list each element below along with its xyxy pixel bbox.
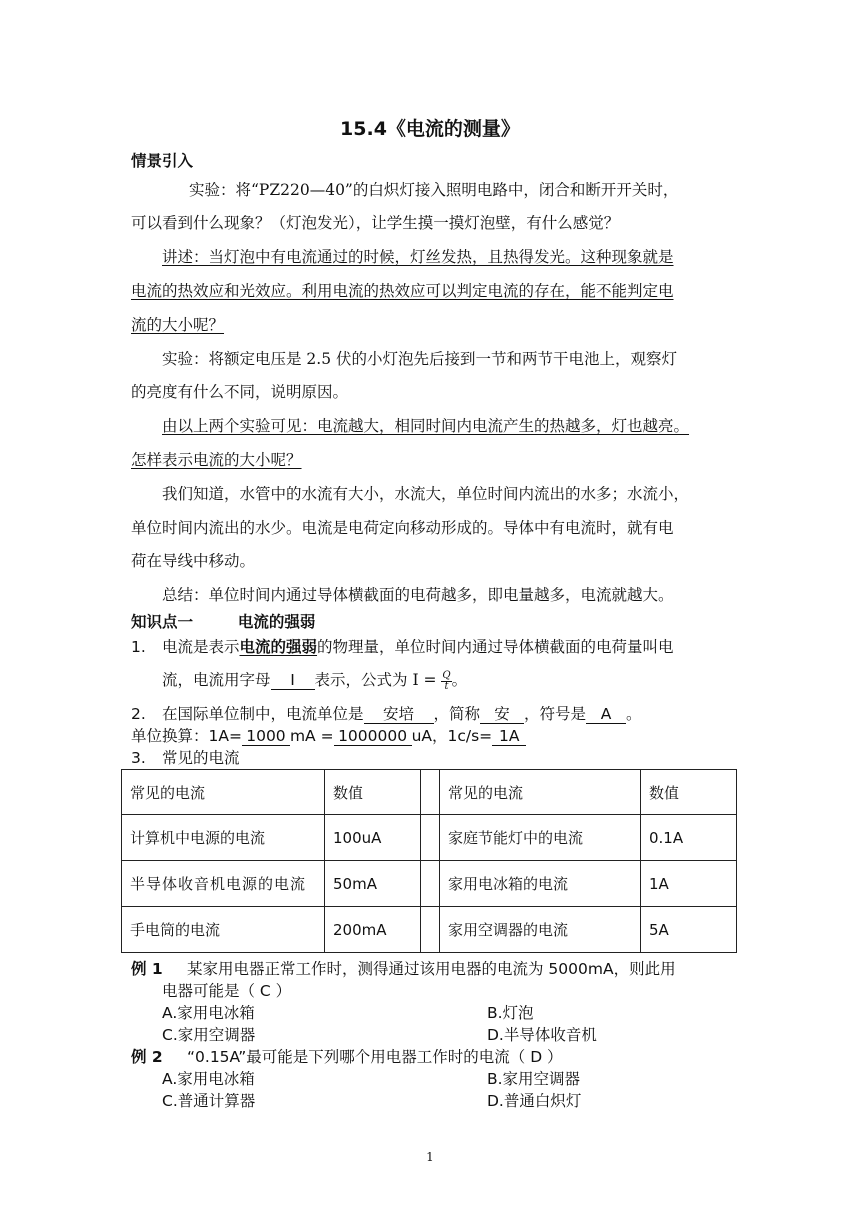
item-1-text-pre: 电流是表示 [162, 638, 240, 656]
table-cell: 100uA [325, 815, 421, 861]
lecture-line-1: 讲述：当灯泡中有电流通过的时候，灯丝发热，且热得发光。这种现象就是 [162, 248, 674, 266]
summary-line: 总结：单位时间内通过导体横截面的电荷越多，即电量越多，电流就越大。 [162, 586, 674, 604]
item-2-end-punct: 。 [626, 705, 642, 723]
item-2-text-mid-2: ，符号是 [524, 705, 587, 723]
table-cell: 半导体收音机电源的电流 [122, 861, 325, 907]
table-row [122, 861, 737, 907]
conversion-text-mid-2: uA，1c/s= [411, 727, 493, 745]
example-2-option-c: C.普通计算器 [162, 1092, 256, 1110]
table-header-cell: 常见的电流 [122, 770, 325, 815]
lecture-line-3: 流的大小呢？ [131, 316, 225, 334]
table-header-row [122, 770, 737, 815]
example-1-question-line-2: 电器可能是（ C ） [162, 982, 292, 1000]
example-1-option-b: B.灯泡 [487, 1004, 534, 1022]
water-analogy-line-2: 单位时间内流出的水少。电流是电荷定向移动形成的。导体中有电流时，就有电 [131, 519, 674, 537]
formula-fraction [441, 671, 451, 692]
water-analogy-line-3: 荷在导线中移动。 [131, 552, 256, 570]
item-3-text: 常见的电流 [162, 749, 240, 767]
table-cell: 1A [641, 861, 737, 907]
example-2-option-d: D.普通白炽灯 [487, 1092, 582, 1110]
table-spacer-cell [421, 907, 440, 953]
example-1-option-a: A.家用电冰箱 [162, 1004, 255, 1022]
example-1-label: 例 1 [131, 960, 163, 978]
page-title: 15.4《电流的测量》 [340, 118, 520, 140]
conversion-text-pre: 单位换算：1A= [131, 727, 242, 745]
conversion-answer-ua: 1000000 [334, 728, 412, 746]
table-spacer-cell [421, 861, 440, 907]
intro-experiment-1-line-1: 实验：将“PZ220—40”的白炽灯接入照明电路中，闭合和断开开关时， [189, 181, 679, 199]
item-2-text-pre: 在国际单位制中，电流单位是 [162, 705, 364, 723]
table-cell: 家用空调器的电流 [440, 907, 641, 953]
item-1-formula-text: 表示，公式为 I = [314, 671, 437, 689]
table-cell: 50mA [325, 861, 421, 907]
item-1-line-1 [162, 637, 674, 657]
table-cell: 家用电冰箱的电流 [440, 861, 641, 907]
item-2-short-answer: 安 [480, 706, 524, 724]
knowledge-point-number: 知识点一 [131, 613, 194, 631]
table-spacer-cell [421, 815, 440, 861]
item-2-text-mid-1: ，简称 [433, 705, 481, 723]
knowledge-point-title: 电流的强弱 [237, 613, 316, 631]
item-2-line [162, 704, 642, 724]
table-spacer-cell [421, 770, 440, 815]
water-analogy-line-1: 我们知道，水管中的水流有大小，水流大，单位时间内流出的水多；水流小， [162, 485, 690, 503]
example-2-question: “0.15A”最可能是下列哪个用电器工作时的电流（ D ） [187, 1048, 563, 1066]
example-2-label: 例 2 [131, 1048, 163, 1066]
item-1-key-term: 电流的强弱 [239, 638, 318, 656]
fraction-numerator: Q [442, 669, 451, 681]
example-2-option-a: A.家用电冰箱 [162, 1070, 255, 1088]
table-row [122, 907, 737, 953]
table-header-cell: 常见的电流 [440, 770, 641, 815]
item-2-number: 2. [131, 705, 146, 723]
common-currents-table [121, 769, 737, 953]
conversion-answer-a: 1A [492, 728, 526, 746]
conclusion-line-2: 怎样表示电流的大小呢？ [131, 451, 302, 469]
table-cell: 5A [641, 907, 737, 953]
page-number: 1 [426, 1150, 434, 1164]
knowledge-point-heading [131, 612, 315, 632]
fraction-denominator: t [444, 680, 449, 692]
table-header-cell: 数值 [641, 770, 737, 815]
item-1-letter-pre: 流，电流用字母 [162, 671, 271, 689]
item-1-end-punct: 。 [451, 671, 468, 689]
item-2-symbol-answer: A [586, 706, 626, 724]
conclusion-line-1: 由以上两个实验可见：电流越大，相同时间内电流产生的热越多，灯也越亮。 [162, 417, 690, 435]
conversion-text-mid-1: mA = [289, 727, 334, 745]
example-1-option-c: C.家用空调器 [162, 1026, 256, 1044]
example-1-question-line-1: 某家用电器正常工作时，测得通过该用电器的电流为 5000mA，则此用 [187, 960, 676, 978]
intro-experiment-1-line-2: 可以看到什么现象？（灯泡发光），让学生摸一摸灯泡壁，有什么感觉？ [131, 214, 620, 232]
table-cell: 家庭节能灯中的电流 [440, 815, 641, 861]
conversion-answer-ma: 1000 [242, 728, 290, 746]
experiment-2-line-2: 的亮度有什么不同，说明原因。 [131, 383, 349, 401]
item-1-text-post: 的物理量，单位时间内通过导体横截面的电荷量叫电 [317, 638, 674, 656]
lecture-line-2: 电流的热效应和光效应。利用电流的热效应可以判定电流的存在，能不能判定电 [131, 282, 674, 300]
item-1-line-2 [162, 670, 467, 692]
item-1-number: 1. [131, 638, 146, 656]
table-cell: 手电筒的电流 [122, 907, 325, 953]
table-cell: 200mA [325, 907, 421, 953]
experiment-2-line-1: 实验：将额定电压是 2.5 伏的小灯泡先后接到一节和两节干电池上，观察灯 [162, 350, 678, 368]
example-1-option-d: D.半导体收音机 [487, 1026, 597, 1044]
unit-conversion-line [131, 726, 526, 746]
table-header-cell: 数值 [325, 770, 421, 815]
table-cell: 0.1A [641, 815, 737, 861]
table-cell: 计算机中电源的电流 [122, 815, 325, 861]
item-1-letter-answer: I [271, 672, 315, 690]
table-row [122, 815, 737, 861]
item-3-number: 3. [131, 749, 146, 767]
example-2-option-b: B.家用空调器 [487, 1070, 581, 1088]
section-heading-intro: 情景引入 [131, 152, 194, 170]
item-2-unit-answer: 安培 [364, 706, 434, 724]
